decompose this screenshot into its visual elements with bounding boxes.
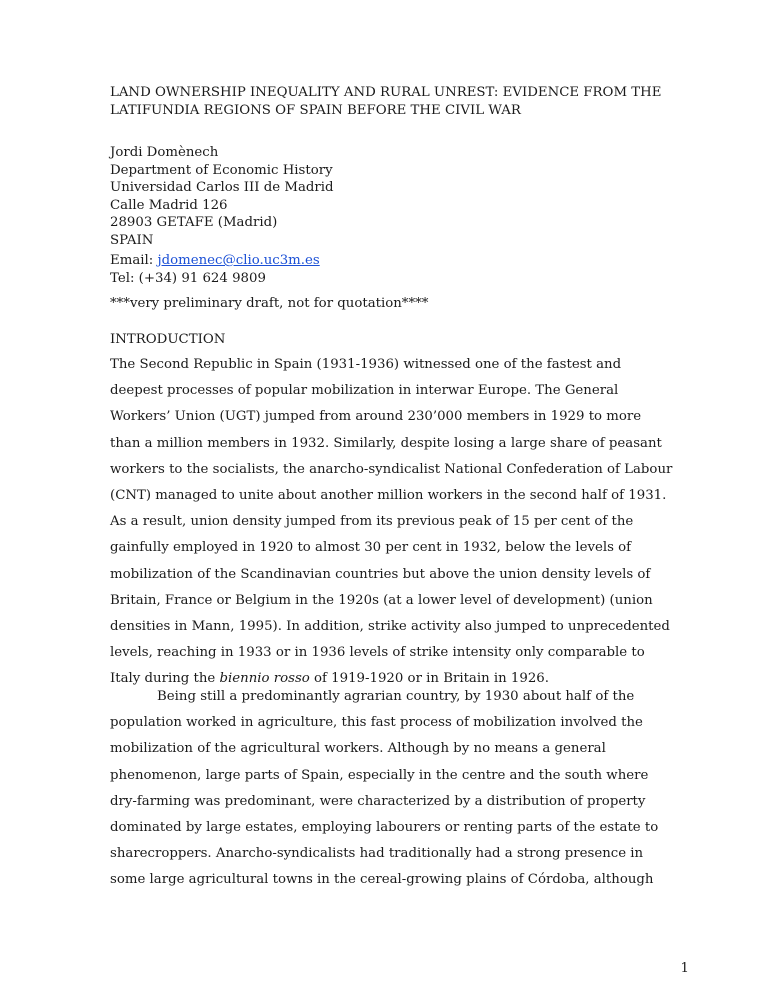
text-line: sharecroppers. Anarcho-syndicalists had traditionally had a strong presence in (110, 846, 644, 862)
text-line: than a million members in 1932. Similarly, despite losing a large share of peasant (110, 435, 662, 451)
email-link[interactable]: jdomenec@clio.uc3m.es (157, 253, 320, 268)
author-department: Department of Economic History (110, 162, 333, 178)
text-run: of 1919-1920 or in Britain in 1926. (309, 671, 549, 687)
email-label: Email: (110, 253, 158, 268)
paragraph-1 (110, 352, 673, 693)
text-line: workers to the socialists, the anarcho-syndicalist National Confederation of Labour (110, 461, 673, 477)
email-line (110, 252, 670, 270)
author-name: Jordi Domènech (110, 145, 219, 160)
text-line: Being still a predominantly agrarian country, by 1930 about half of the (157, 689, 635, 704)
section-heading: INTRODUCTION (110, 332, 226, 347)
text-line: gainfully employed in 1920 to almost 30 per cent in 1932, below the levels of (110, 540, 632, 556)
contact-block (110, 252, 670, 287)
text-line: population worked in agriculture, this fast process of mobilization involved the (110, 715, 643, 731)
text-run: Italy during the (110, 671, 220, 687)
paper-title (110, 84, 670, 119)
draft-note: ***very preliminary draft, not for quotation**** (110, 296, 429, 311)
title-line: LATIFUNDIA REGIONS OF SPAIN BEFORE THE CIVIL WAR (110, 102, 521, 118)
text-line: densities in Mann, 1995). In addition, strike activity also jumped to unprecedented (110, 619, 670, 635)
italic-term: biennio rosso (219, 671, 310, 687)
text-line: some large agricultural towns in the cereal-growing plains of Córdoba, although (110, 872, 654, 888)
paragraph-2 (110, 684, 670, 894)
text-line: dry-farming was predominant, were characterized by a distribution of property (110, 793, 646, 809)
author-city: 28903 GETAFE (Madrid) (110, 215, 278, 231)
text-line: phenomenon, large parts of Spain, especially in the centre and the south where (110, 767, 649, 783)
telephone: Tel: (+34) 91 624 9809 (110, 270, 266, 286)
title-line: LAND OWNERSHIP INEQUALITY AND RURAL UNREST: EVIDENCE FROM THE (110, 85, 662, 100)
text-line: mobilization of the Scandinavian countries but above the union density levels of (110, 566, 651, 582)
author-block (110, 144, 670, 250)
text-line: mobilization of the agricultural workers. Although by no means a general (110, 741, 606, 757)
text-line: deepest processes of popular mobilization in interwar Europe. The General (110, 383, 619, 399)
page-number: 1 (680, 961, 689, 976)
text-line: dominated by large estates, employing labourers or renting parts of the estate to (110, 820, 659, 836)
text-line: As a result, union density jumped from its previous peak of 15 per cent of the (110, 514, 634, 530)
text-line: Britain, France or Belgium in the 1920s (at a lower level of development) (union (110, 592, 653, 608)
text-line: (CNT) managed to unite about another million workers in the second half of 1931. (110, 488, 667, 504)
author-institution: Universidad Carlos III de Madrid (110, 180, 334, 196)
text-line: levels, reaching in 1933 or in 1936 levels of strike intensity only comparable to (110, 645, 645, 661)
author-country: SPAIN (110, 232, 154, 248)
text-line: The Second Republic in Spain (1931-1936) witnessed one of the fastest and (110, 357, 622, 372)
text-line: Workers’ Union (UGT) jumped from around 230’000 members in 1929 to more (110, 409, 642, 425)
author-street: Calle Madrid 126 (110, 197, 228, 213)
